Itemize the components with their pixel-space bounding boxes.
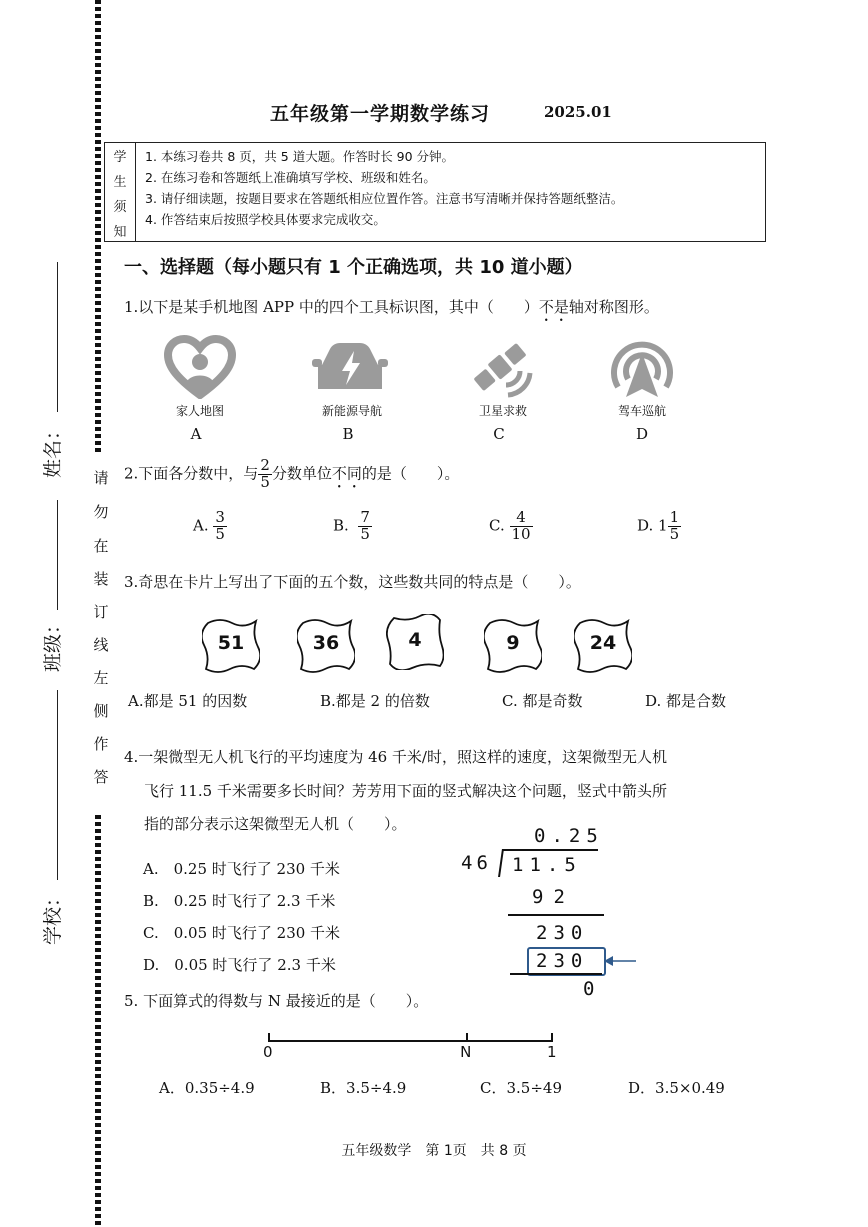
notice-heading-char: 生 [113,175,127,190]
class-label: 班级： [42,614,64,672]
q4-option-d: D. 0.05 时飞行了 2.3 千米 [143,956,336,974]
notice-heading [105,143,136,241]
warning-char: 线 [93,636,109,654]
binding-dotted-line-bottom [95,815,101,1227]
number-line-label: 0 [263,1043,273,1061]
warning-char: 侧 [93,702,109,720]
number-card [574,617,632,673]
q5-option-c: C．3.5÷49 [480,1079,562,1097]
q2-option-a: A. $\frac{3}{5}$ [193,508,225,543]
q3-option-b: B.都是 2 的倍数 [320,692,430,710]
card-number: 9 [506,632,520,654]
option-letter: C [493,425,505,443]
notice-line: 2. 在练习卷和答题纸上准确填写学校、班级和姓名。 [145,170,436,185]
section-title: 一、选择题（每小题只有 1 个正确选项，共 10 道小题） [124,257,583,278]
number-line-label: N [460,1043,472,1061]
q3-option-d: D. 都是合数 [645,692,727,710]
notice-line: 1. 本练习卷共 8 页，共 5 道大题。作答时长 90 分钟。 [145,149,455,164]
division-divisor: 46 [461,852,492,874]
binding-dotted-line-top [95,0,101,455]
question-3-stem: 3.奇思在卡片上写出了下面的五个数，这些数共同的特点是（ ）。 [124,573,581,591]
division-step-1: 92 [532,886,575,908]
q2-option-b: B. $\frac{7}{5}$ [333,508,370,543]
division-quotient: 0.25 [534,825,604,847]
notice-heading-char: 学 [113,150,127,165]
division-dividend: 11.5 [512,854,582,876]
class-blank-line [57,500,58,610]
fraction: $\frac{3}{5}$ [215,508,225,543]
question-1-stem: 1.以下是某手机地图 APP 中的四个工具标识图，其中（ ）不是轴对称图形。 [124,298,659,316]
number-line-tick [466,1033,468,1041]
warning-char: 装 [93,570,109,588]
number-card [484,617,542,673]
arrow-icon [603,954,637,968]
question-4-stem-line: 飞行 11.5 千米需要多长时间？芳芳用下面的竖式解决这个问题，竖式中箭头所 [144,782,667,800]
notice-heading-char: 须 [113,200,127,215]
question-4-stem-line: 指的部分表示这架微型无人机（ ）。 [144,815,407,833]
warning-char: 答 [93,768,109,786]
icon-label: 家人地图 [175,404,224,418]
page-title: 五年级第一学期数学练习 [270,103,491,125]
school-label: 学校： [42,887,64,945]
number-line-tick [268,1033,270,1041]
emphasis-text: 不同 [331,464,362,483]
division-bar [502,849,598,851]
division-remainder: 0 [583,978,601,1000]
card-number: 24 [589,632,617,654]
card-number: 4 [408,629,422,651]
icon-label: 驾车巡航 [617,404,666,418]
q2-option-c: C. $\frac{4}{10}$ [489,508,531,543]
number-line-axis [268,1040,553,1042]
fraction: $\frac{7}{5}$ [360,508,370,543]
division-bracket [498,849,503,877]
number-line-label: 1 [547,1043,557,1061]
student-notice-box [104,142,766,242]
fraction: $\frac{2}{5}$ [260,456,270,491]
division-line [510,973,602,975]
question-2-stem: 2.下面各分数中，与 $\frac{2}{5}$ 分数单位不同的是（ ）。 [124,456,460,491]
card-number: 36 [312,632,340,654]
name-label: 姓名： [42,420,64,478]
warning-char: 勿 [93,503,109,521]
card-number: 51 [217,632,245,654]
option-letter: B [342,425,354,443]
drive-cruise-icon [604,335,680,399]
family-map-icon [162,335,238,399]
q4-option-b: B. 0.25 时飞行了 2.3 千米 [143,892,336,910]
number-line-tick [551,1033,553,1041]
icon-label: 卫星求救 [478,404,527,418]
q4-option-c: C. 0.05 时飞行了 230 千米 [143,924,341,942]
number-card [386,614,444,670]
icon-label: 新能源导航 [321,404,382,418]
satellite-rescue-icon [462,335,538,399]
option-letter: A [190,425,202,443]
notice-line: 4. 作答结束后按照学校具体要求完成收交。 [145,212,386,227]
q5-option-b: B．3.5÷4.9 [320,1079,407,1097]
ev-charging-icon [312,335,388,399]
q5-option-d: D．3.5×0.49 [628,1079,725,1097]
notice-line: 3. 请仔细读题，按题目要求在答题纸相应位置作答。注意书写清晰并保持答题纸整洁。 [145,191,624,206]
name-blank-line [57,262,58,412]
page-footer: 五年级数学 第 1页 共 8 页 [341,1143,527,1159]
option-letter: D [635,425,649,443]
exam-date: 2025.01 [544,103,612,121]
q3-option-a: A.都是 51 的因数 [128,692,248,710]
warning-char: 在 [93,537,109,555]
q4-option-a: A. 0.25 时飞行了 230 千米 [143,860,340,878]
warning-char: 订 [93,603,109,621]
warning-char: 请 [93,469,109,487]
fraction: $\frac{1}{5}$ [669,508,680,543]
number-card [297,617,355,673]
division-line [508,914,604,916]
school-blank-line [57,690,58,880]
q2-option-d: D. 1 $\frac{1}{5}$ [637,508,680,543]
emphasis-text: 不是 [538,298,569,316]
q5-option-a: A．0.35÷4.9 [159,1079,255,1097]
fraction: $\frac{4}{10}$ [511,508,531,543]
number-card [202,617,260,673]
division-step-3: 230 [536,950,589,972]
question-4-stem-line: 4.一架微型无人机飞行的平均速度为 46 千米/时，照这样的速度，这架微型无人机 [124,748,667,766]
question-5-stem: 5. 下面算式的得数与 N 最接近的是（ ）。 [124,992,429,1010]
notice-heading-char: 知 [113,225,127,240]
division-step-2: 230 [536,922,589,944]
q3-option-c: C. 都是奇数 [502,692,583,710]
warning-char: 左 [93,669,109,687]
warning-char: 作 [93,735,109,753]
